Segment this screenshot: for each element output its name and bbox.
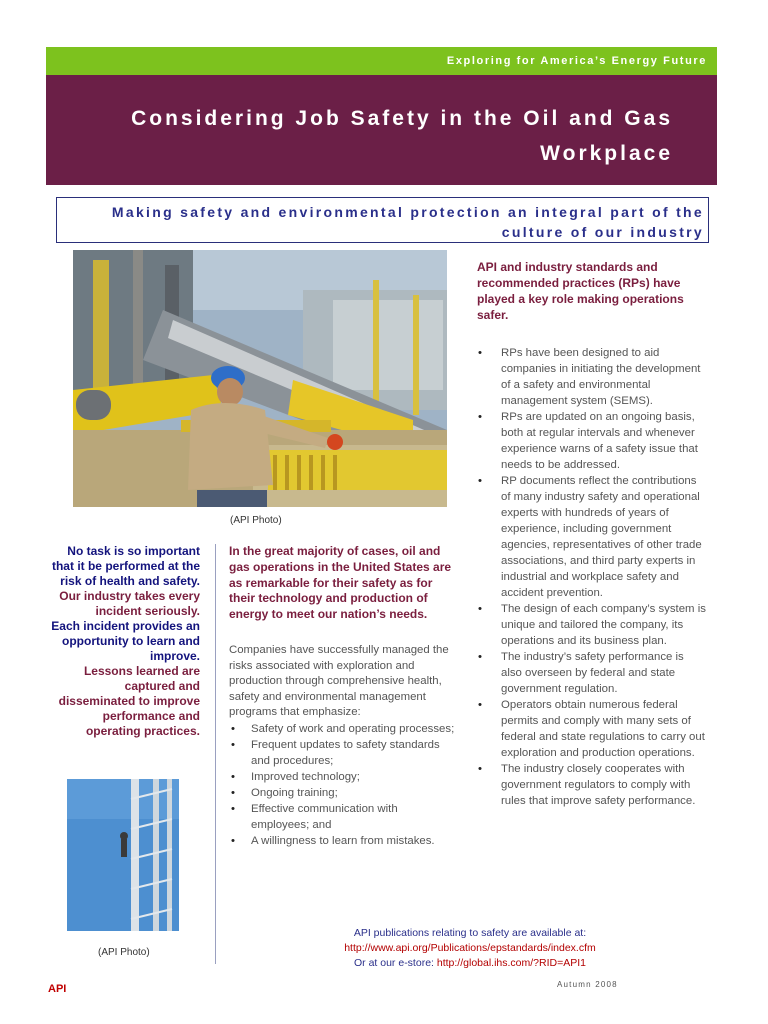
publications-link[interactable]: http://www.api.org/Publications/epstandards/index.cfm <box>344 942 596 954</box>
middle-body: Companies have successfully managed the risks associated with exploration and production through comprehensive health, safety and environmental management programs that emphasize: <box>229 643 449 719</box>
list-item: • The design of each company’s system is unique and tailored the company, its operations and its business plan. <box>477 601 707 649</box>
list-item: • A willingness to learn from mistakes. <box>229 833 455 849</box>
callout-text: Each incident provides an opportunity to learn and improve. <box>51 619 200 663</box>
list-item: • The industry closely cooperates with government regulators to comply with rules that improve safety performance. <box>477 761 707 809</box>
estore-link[interactable]: http://global.ihs.com/?RID=API1 <box>436 957 586 969</box>
callout-text: Our industry takes every incident seriously. <box>59 589 200 618</box>
list-item: • RPs have been designed to aid companies in initiating the development of a safety and environmental management system (SEMS). <box>477 345 707 409</box>
subtitle-box <box>56 197 709 243</box>
middle-intro: In the great majority of cases, oil and gas operations in the United States are as remarkable for their safety as for their technology and production of energy to meet our nation’s needs. <box>229 544 452 622</box>
list-item: • Effective communication with employees; and <box>229 801 455 833</box>
title-band <box>46 75 717 185</box>
list-item: • RP documents reflect the contributions of many industry safety and operational experts with hundreds of years of experience, including government agencies, representatives of other trade associations, and third party experts in industrial and workplace safety and accident prevention. <box>477 473 707 601</box>
issue-date: Autumn 2008 <box>557 980 618 989</box>
header-green-bar <box>46 47 717 75</box>
list-item: • Safety of work and operating processes; <box>229 721 455 737</box>
right-column <box>477 259 707 809</box>
list-item: • RPs are updated on an ongoing basis, both at regular intervals and whenever experience warns of a safety issue that needs to be addressed. <box>477 409 707 473</box>
photo-caption: (API Photo) <box>98 947 150 958</box>
page-title: Considering Job Safety in the Oil and Gas Workplace <box>131 107 673 165</box>
list-item: • Improved technology; <box>229 769 455 785</box>
list-item: • Operators obtain numerous federal permits and comply with many sets of federal and state regulations to carry out exploration and production operations. <box>477 697 707 761</box>
list-item: • The industry’s safety performance is also overseen by federal and state government regulation. <box>477 649 707 697</box>
right-intro: API and industry standards and recommended practices (RPs) have played a key role making operations safer. <box>477 260 684 322</box>
column-divider <box>215 544 216 964</box>
rp-list <box>477 345 707 809</box>
footer-links <box>230 926 710 971</box>
api-label: API <box>48 983 67 995</box>
subtitle: Making safety and environmental protection an integral part of the culture of our industry <box>111 204 704 240</box>
publications-text: API publications relating to safety are available at: <box>353 927 587 939</box>
emphasis-list <box>229 721 455 849</box>
callout-text: No task is so important that it be performed at the risk of health and safety. <box>51 544 200 588</box>
middle-column <box>229 544 455 849</box>
tagline: Exploring for America’s Energy Future <box>446 55 707 67</box>
list-item: • Frequent updates to safety standards and procedures; <box>229 737 455 769</box>
rig-worker-photo <box>73 250 447 507</box>
derrick-climber-photo <box>67 779 179 931</box>
estore-text: Or at our e-store: <box>354 957 434 969</box>
callout-text: Lessons learned are captured and disseminated to improve performance and operating practices. <box>58 664 200 738</box>
list-item: • Ongoing training; <box>229 785 455 801</box>
photo-caption: (API Photo) <box>230 515 282 526</box>
left-callout <box>46 544 200 739</box>
